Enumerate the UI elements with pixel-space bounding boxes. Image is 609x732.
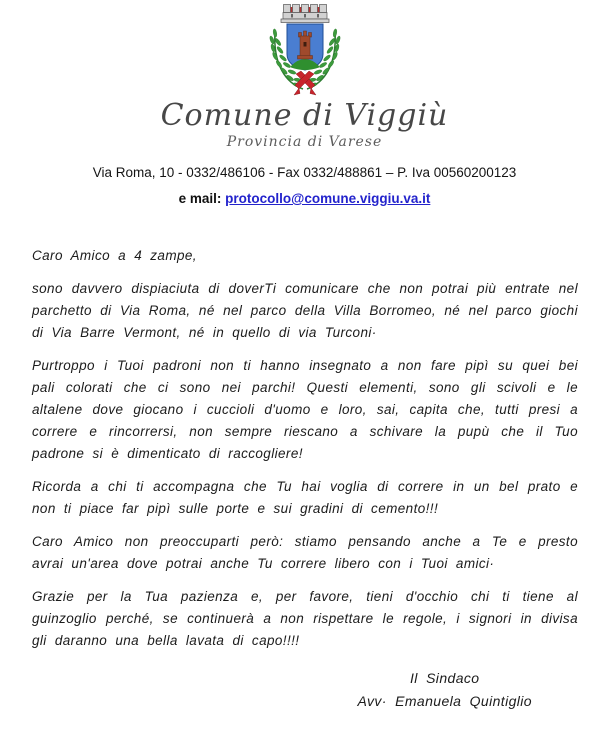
province-name: Provincia di Varese [226,134,383,150]
paragraph-4: Caro Amico non preoccuparti però: stiamo pensando anche a Te e presto avrai un'area dove potrai anche Tu correre libero con i Tuoi amici· [32,534,578,571]
paragraph-2: Purtroppo i Tuoi padroni non ti hanno insegnato a non fare pipì su quei bei pali colorati che ci sono nei parchi! Questi elementi, sono gli scivoli e le altalene dove giocano i cuccioli d'uomo e loro, sai, capita che, tutti presi a correre e rincorrersi, non sempre riescano a schivare la pupù che il Tuo padrone si è dimenticato di raccogliere! [32,358,578,461]
paragraph-5: Grazie per la Tua pazienza e, per favore, tieni d'occhio chi ti tiene al guinzoglio perché, se continuerà a non rispettare le regole, i signori in divisa gli daranno una bella lavata di capo!!!! [32,589,578,648]
paragraph-3: Ricorda a chi ti accompagna che Tu hai voglia di correre in un bel prato e non ti piace far pipì sulle porte e sui gradini di cemento!!! [32,479,578,516]
address-line: Via Roma, 10 - 0332/486106 - Fax 0332/488861 – P. Iva 00560200123 [92,165,517,180]
email-line [0,190,609,207]
signature-role: Il Sindaco [409,670,480,686]
signature-name: Avv· Emanuela Quintiglio [357,693,532,709]
municipality-name: Comune di Viggiù [160,98,449,133]
municipal-crest [250,2,360,97]
signature-block [357,667,532,713]
coat-of-arms-icon [250,2,360,97]
letter-body [32,245,578,713]
email-link[interactable]: protocollo@comune.viggiu.va.it [225,191,431,206]
salutation: Caro Amico a 4 zampe, [32,248,197,263]
paragraph-1: sono davvero dispiaciuta di doverTi comunicare che non potrai più entrate nel parchetto di Via Roma, né nel parco della Villa Borromeo, né nel parco giochi di Via Barre Vermont, né in quello di via Turconi· [32,281,578,340]
email-label: e mail: [178,191,222,206]
